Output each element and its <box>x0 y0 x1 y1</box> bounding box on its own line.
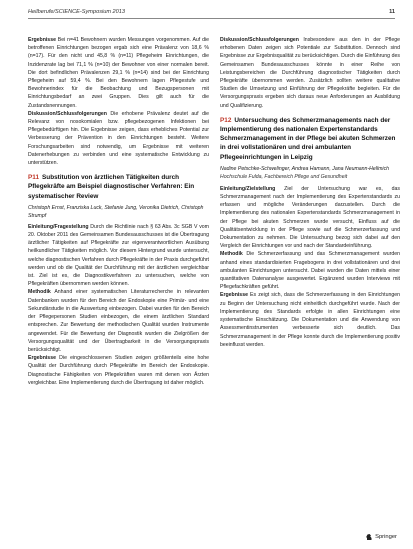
paragraph <box>220 36 400 110</box>
right-column <box>220 36 400 349</box>
paragraph <box>220 291 400 348</box>
section-title: Untersuchung des Schmerzmanagements nach der Implementierung des nationalen Expertenstandards Schmerzmanagement in der Pflege bei akuten Schmerzen in drei vollstationären und drei ambulanten Pflegeeinrichtungen in Leipzig <box>220 116 396 161</box>
paragraph-text: Insbesondere aus den in der Pflege erhobenen Daten zeigen sich Potentiale zur Substitution. Dennoch sind Ergebnisse zur Ergebnisqualität zu berücksichtigen. Durch die Einführung des Gemeinsamen Bundesausschusses könnte in einer Reihe von Leistungsbereichen die Durchführung diagnostischer Tätigkeiten durch Pflegekräfte übernommen werden. Zusätzlich sollten weitere qualitative Studien die Umsetzung und Einführung der Pflegekräfte begleiten. Für die Versorgungspraxis ergeben sich daraus neue Anforderungen an Ausbildung und Qualifizierung. <box>220 37 400 109</box>
paragraph-text: Durch die Richtlinie nach § 63 Abs. 3c SGB V vom 20. Oktober 2011 des Gemeinsamen Bundesausschusses ist die Übertragung ärztlicher Tätigkeiten auf Pflegekräfte zur eigenverantwortlichen Ausübung heilkundlicher Tätigkeiten möglich. Vor diesem Hintergrund wurde untersucht, welche diagnostischen Verfahren durch Pflegekräfte in der Praxis durchgeführt werden und ob die Qualität der Durchführung mit der ärztlichen vergleichbar ist. Ziel ist es, die Diagnostikverfahren zu untersuchen, welche von Pflegekräften übernommen werden können. <box>28 223 209 288</box>
paragraph-text: Die Schmerzerfassung und das Schmerzmanagement wurden anhand eines standardisierten Fragebogens in drei vollstationären und drei ambulanten Einrichtungen untersucht. Dabei wurden die Daten mittels einer quantitativen Datenanalyse ausgewertet. Ergänzend wurden Interviews mit Pflegefachkräften geführt. <box>220 251 400 291</box>
section-heading <box>220 116 400 162</box>
publisher-logo <box>365 533 397 541</box>
section-authors: Nadine Petschke-Schwelinger, Andrea Hamann, Jana Neumann-Hellmich <box>220 165 390 172</box>
section-heading <box>28 173 209 201</box>
paragraph-text: Bei n=41 Bewohnern wurden Messungen vorgenommen. Auf die betroffenen Einrichtungen bezogen ergab sich eine Prävalenz von 18,6 % (n=17). Für den nicht und 45,8 % (n=11) Pflegeheim Einrichtungen, die Inzidenzrate lag bei 71,1 % (n=10) der Bewohner von einer normalen bereit. Die dort befindlichen Prävalenzen 29,1 % (n=14) sind bei der Einrichtung Pflegeheim auf 59,4 %. Bei den Bewohnern lagen Pflegestufe und Bewohnerindex für die Beobachtung und Bezugspersonen mit Einrichtungsbedarf an zwei Gruppen. Dies gilt auch für die Zustandsnennungen. <box>28 37 209 109</box>
paragraph-lead: Diskussion/Schlussfolgerungen <box>28 110 107 117</box>
paragraph-lead: Ergebnisse <box>28 37 56 43</box>
section-title: Substitution von ärztlichen Tätigkeiten durch Pflegekräfte am Beispiel diagnostischer Verfahren: Ein systematischer Review <box>28 174 195 200</box>
paragraph <box>28 110 209 167</box>
page-number: 11 <box>389 9 395 15</box>
section-number: P12 <box>220 116 232 124</box>
left-column <box>28 36 209 387</box>
paragraph <box>28 288 209 354</box>
publisher-name: Springer <box>375 534 397 540</box>
paragraph <box>220 185 400 251</box>
paragraph-lead: Ergebnisse <box>28 355 56 362</box>
paragraph-lead: Ergebnisse <box>220 292 248 299</box>
paragraph-text: Ziel der Untersuchung war es, das Schmerzmanagement nach der Implementierung des Expertenstandards zu erfassen und mögliche Veränderungen darzustellen. Durch die Implementierung des nationalen Expertenstandards Schmerzmanagement in der Pflege bei akuten Schmerzen wurde versucht, Einfluss auf die Qualitätsentwicklung in der Pflege sowie auf die Schmerzerfassung und Dokumentation zu nehmen. Die Untersuchung bezog sich dabei auf den Vergleich der Einrichtungen vor und nach der Standardeinführung. <box>220 185 400 250</box>
journal-title: Heilberufe/SCIENCE-Symposium 2013 <box>28 9 125 15</box>
springer-knight-icon <box>365 533 373 541</box>
section-affiliation: Hochschule Fulda, Fachbereich Pflege und Gesundheit <box>220 173 348 180</box>
paragraph <box>220 250 400 291</box>
paragraph-lead: Einleitung/Fragestellung <box>28 223 89 230</box>
section-number: P11 <box>28 174 40 182</box>
paragraph-text: Anhand einer systematischen Literaturrecherche in relevanten Datenbanken wurden für den Bereich der Endoskopie eine Primär- und eine Sekundärstudie in die Auswertung einbezogen. Dabei wurden für den Bereich der Pflegepersonen Studien einbezogen, die einem ärztlichen Standard entsprechen. Zur Bewertung der methodischen Qualität wurden Instrumente angewendet. Für die Bewertung der Diagnostik wurden die Zielgrößen der Versorgungsqualität und der Übertragbarkeit in die Versorgungspraxis berücksichtigt. <box>28 289 209 353</box>
header-rule <box>28 18 395 19</box>
section-authors: Christoph Ernst, Franziska Luck, Stefanie Jung, Veronika Dietrich, Christoph Strumpf <box>28 204 204 219</box>
paragraph-lead: Methodik <box>220 251 243 258</box>
paragraph-lead: Methodik <box>28 289 51 296</box>
paragraph-lead: Diskussion/Schlussfolgerungen <box>220 37 299 43</box>
paragraph <box>28 354 209 387</box>
paragraph-text: Es zeigt sich, dass die Schmerzerfassung in den Einrichtungen zu Beginn der Untersuchung nicht einheitlich durchgeführt wurde. Nach der Implementierung des Standards erfolgte in allen Einrichtungen eine systematische Einschätzung. Die Dokumentation und die Anwendung von Assessmentinstrumenten verbesserte sich deutlich. Das Schmerzmanagement in der Pflege konnte durch die Implementierung positiv beeinflusst werden. <box>220 292 400 348</box>
paragraph-text: Die erhobene Prävalenz deutet auf die Relevanz von nosokomialen bzw. pflegebezogenen Infektionen bei Pflegebedürftigen hin. Die Ergebnisse zeigen, dass erhebliches Potential zur Verbesserung der Prävention in den Einrichtungen besteht. Weitere Forschungsarbeiten sind notwendig, um Ergebnisse mit weiteren Datenerhebungen zu verbinden und eine systematische Entwicklung zu unterstützen. <box>28 110 209 167</box>
running-header <box>28 6 395 18</box>
paragraph-lead: Einleitung/Zielstellung <box>220 185 276 192</box>
paragraph <box>28 36 209 110</box>
paragraph-text: Die eingeschlossenen Studien zeigen größtenteils eine hohe Qualität der Durchführung durch Pflegekräfte im Bereich der Endoskopie. Diagnostische Fähigkeiten von Pflegekräften waren mit denen von Ärzten vergleichbar. Eine Implementierung durch die Übertragung ist daher möglich. <box>28 355 209 386</box>
paragraph <box>28 223 209 289</box>
